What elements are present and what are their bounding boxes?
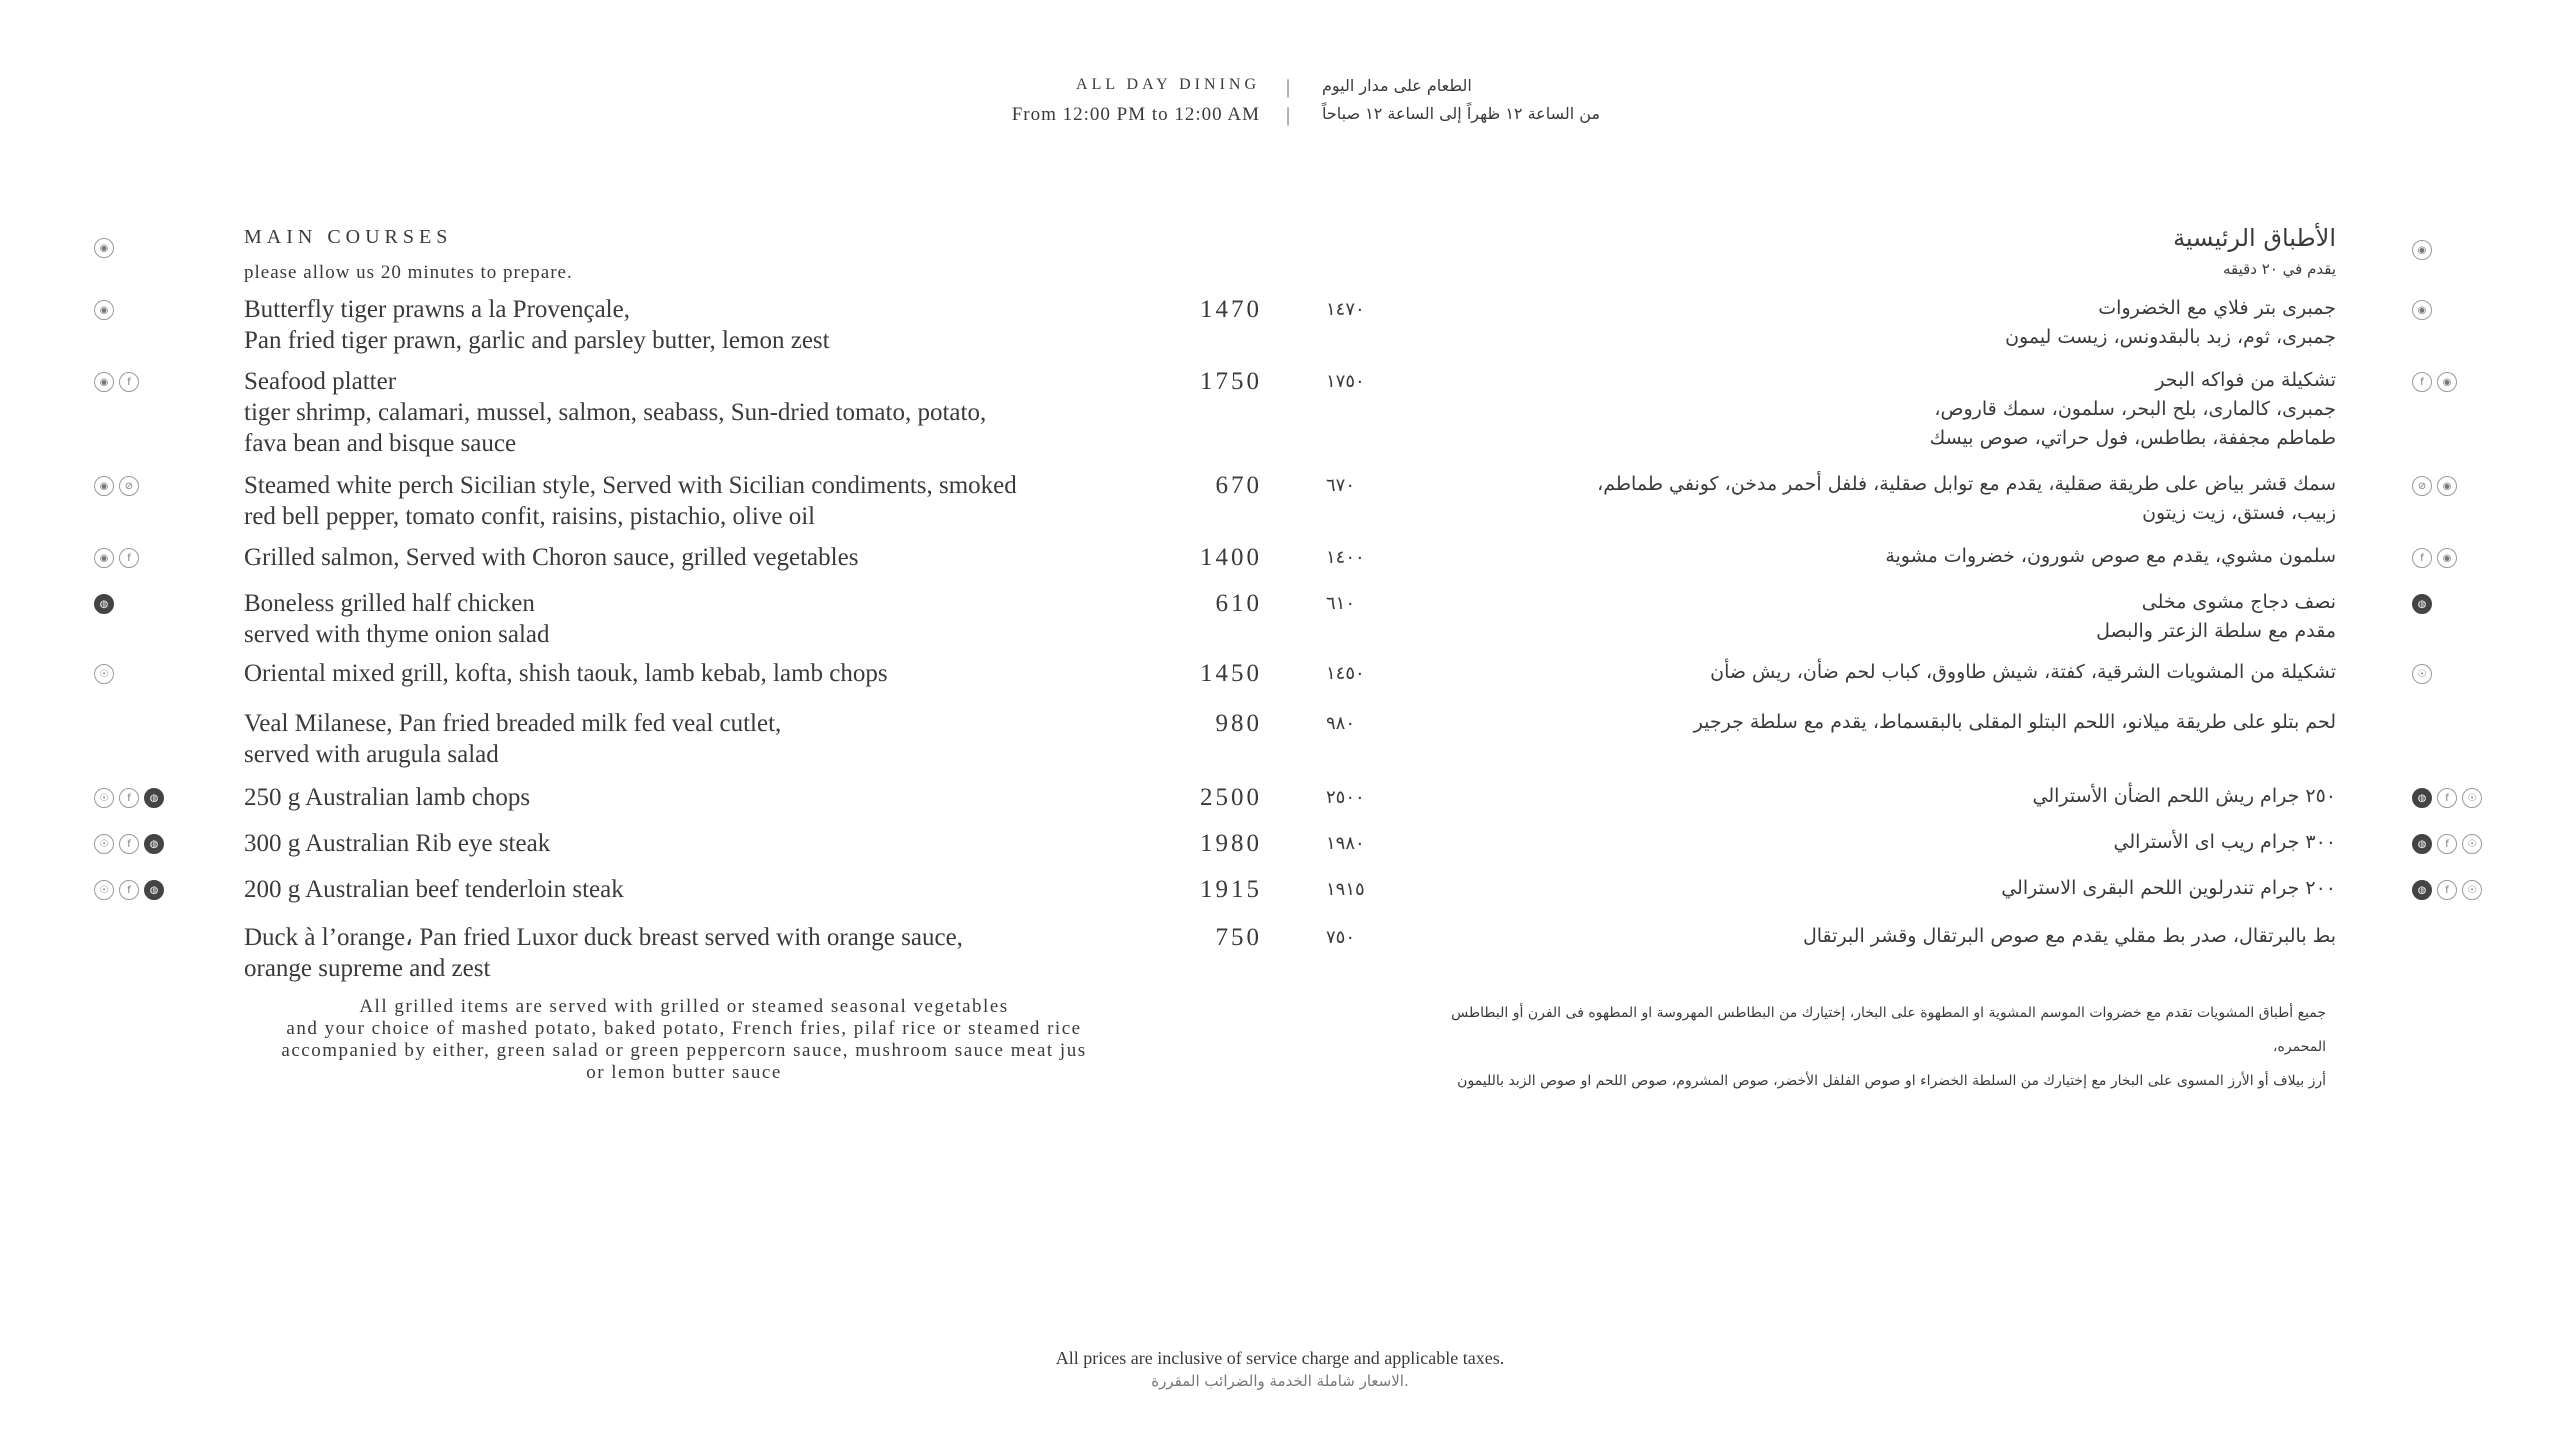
globe-icon: ◍	[144, 834, 164, 854]
item-price: 1400	[1200, 544, 1262, 571]
item-line-ar: ٢٥٠ جرام ريش اللحم الضأن الأسترالي	[2032, 785, 2336, 807]
menu-header	[0, 76, 2560, 132]
item-price: 2500	[1200, 784, 1262, 811]
dietary-icons-right	[2412, 476, 2457, 496]
meat-icon: ☉	[2462, 834, 2482, 854]
seafood-icon: ◉	[94, 476, 114, 496]
sides-note-en-line: and your choice of mashed potato, baked potato, French fries, pilaf rice or steamed rice	[286, 1018, 1082, 1039]
item-description-en	[244, 366, 1164, 459]
header-separator-2: |	[1286, 104, 1291, 126]
header-title-ar: الطعام على مدار اليوم	[1322, 76, 1472, 95]
nuts-icon: ⊘	[2412, 476, 2432, 496]
dietary-icons-left	[94, 300, 114, 320]
dietary-icons-right	[2412, 664, 2432, 684]
dietary-icons-right	[2412, 880, 2482, 900]
item-price: 980	[1215, 710, 1262, 737]
item-line-en: red bell pepper, tomato confit, raisins, pistachio, olive oil	[244, 503, 816, 530]
item-price: 1750	[1200, 368, 1262, 395]
meat-icon: ☉	[2462, 788, 2482, 808]
item-description-ar	[2001, 874, 2336, 903]
item-price-ar: ٧٥٠	[1326, 927, 1356, 948]
dietary-icons-right	[2412, 788, 2482, 808]
seafood-icon: ◉	[2437, 476, 2457, 496]
item-description-en	[244, 828, 1164, 859]
item-price-ar: ٦١٠	[1326, 593, 1356, 614]
item-description-ar	[1694, 708, 2336, 737]
sides-note-en-line: or lemon butter sauce	[586, 1062, 782, 1083]
item-line-en: 300 g Australian Rib eye steak	[244, 830, 551, 857]
sides-note-ar-line: جميع أطباق المشويات تقدم مع خضروات الموسم المشوية او المطهوة على البخار، إختيارك من البطاطس المهروسة او المطهوه فى الفرن أو البطاطس المحمره،	[1451, 1005, 2326, 1055]
item-price-ar: ١٤٥٠	[1326, 663, 1365, 684]
item-price-ar: ٦٧٠	[1326, 475, 1356, 496]
item-price-ar: ٩٨٠	[1326, 713, 1356, 734]
item-description-en	[244, 922, 1164, 984]
dietary-icons-right	[2412, 548, 2457, 568]
item-line-en: Grilled salmon, Served with Choron sauce, grilled vegetables	[244, 544, 859, 571]
dietary-icons-left	[94, 664, 114, 684]
item-description-ar	[1710, 658, 2336, 687]
section-icon-right	[2412, 240, 2432, 260]
item-line-ar: تشكيلة من المشويات الشرقية، كفتة، شيش طاووق، كباب لحم ضأن، ريش ضأن	[1710, 661, 2336, 683]
item-description-ar	[1930, 366, 2336, 453]
item-description-en	[244, 542, 1164, 573]
seafood-icon: ◉	[2412, 240, 2432, 260]
item-description-ar	[2114, 828, 2336, 857]
footer-note-en: All prices are inclusive of service charge and applicable taxes.	[1055, 1348, 1505, 1368]
item-line-ar: جمبرى، كالمارى، بلح البحر، سلمون، سمك قاروص،	[1934, 398, 2336, 420]
item-line-en: tiger shrimp, calamari, mussel, salmon, seabass, Sun-dried tomato, potato,	[244, 399, 987, 426]
globe-icon: ◍	[2412, 834, 2432, 854]
globe-icon: ◍	[2412, 594, 2432, 614]
fish-icon: f	[119, 834, 139, 854]
item-price: 1915	[1200, 876, 1262, 903]
item-line-en: served with thyme onion salad	[244, 621, 550, 648]
item-line-ar: سلمون مشوي، يقدم مع صوص شورون، خضروات مشوية	[1885, 545, 2336, 567]
meat-icon: ☉	[94, 880, 114, 900]
item-description-en	[244, 658, 1164, 689]
globe-icon: ◍	[144, 880, 164, 900]
item-description-ar	[1885, 542, 2336, 571]
item-price: 1470	[1200, 296, 1262, 323]
meat-icon: ☉	[2462, 880, 2482, 900]
item-price-ar: ٢٥٠٠	[1326, 787, 1365, 808]
dietary-icons-right	[2412, 834, 2482, 854]
fish-icon: f	[2437, 880, 2457, 900]
item-line-en: Pan fried tiger prawn, garlic and parsley butter, lemon zest	[244, 327, 830, 354]
dietary-icons-left	[94, 788, 164, 808]
header-separator: |	[1286, 76, 1291, 98]
globe-icon: ◍	[94, 594, 114, 614]
item-price: 1980	[1200, 830, 1262, 857]
globe-icon: ◍	[144, 788, 164, 808]
seafood-icon: ◉	[94, 300, 114, 320]
item-description-en	[244, 782, 1164, 813]
item-line-ar: زبيب، فستق، زيت زيتون	[2142, 502, 2336, 524]
sides-note-en	[244, 996, 1124, 1084]
item-line-en: Veal Milanese, Pan fried breaded milk fed veal cutlet,	[244, 710, 782, 737]
footer-note-ar: الاسعار شاملة الخدمة والضرائب المقررة.	[1151, 1372, 1409, 1390]
item-description-en	[244, 470, 1164, 532]
item-description-en	[244, 294, 1164, 356]
item-description-ar	[1597, 470, 2336, 528]
seafood-icon: ◉	[94, 548, 114, 568]
seafood-icon: ◉	[2437, 372, 2457, 392]
dietary-icons-left	[94, 834, 164, 854]
fish-icon: f	[119, 880, 139, 900]
meat-icon: ☉	[94, 664, 114, 684]
item-price-ar: ١٧٥٠	[1326, 371, 1365, 392]
item-line-en: orange supreme and zest	[244, 955, 491, 982]
header-hours-en: From 12:00 PM to 12:00 AM	[1011, 104, 1260, 125]
seafood-icon: ◉	[2437, 548, 2457, 568]
item-line-en: Steamed white perch Sicilian style, Served with Sicilian condiments, smoked	[244, 472, 1017, 499]
item-line-ar: طماطم مجففة، بطاطس، فول حراتي، صوص بيسك	[1929, 427, 2336, 449]
item-price-ar: ١٤٧٠	[1326, 299, 1365, 320]
item-line-en: served with arugula salad	[244, 741, 499, 768]
dietary-icons-right	[2412, 594, 2432, 614]
item-line-en: Oriental mixed grill, kofta, shish taouk, lamb kebab, lamb chops	[244, 660, 888, 687]
fish-icon: f	[2412, 548, 2432, 568]
item-line-en: fava bean and bisque sauce	[244, 430, 517, 457]
section-title-en: MAIN COURSES	[244, 226, 453, 248]
fish-icon: f	[2412, 372, 2432, 392]
nuts-icon: ⊘	[119, 476, 139, 496]
item-description-ar	[1803, 922, 2336, 951]
item-price-ar: ١٤٠٠	[1326, 547, 1365, 568]
item-description-en	[244, 588, 1164, 650]
item-description-ar	[2005, 294, 2336, 352]
item-line-ar: تشكيلة من فواكه البحر	[2155, 369, 2336, 391]
item-description-en	[244, 708, 1164, 770]
sides-note-ar	[1426, 996, 2326, 1098]
item-line-ar: ٣٠٠ جرام ريب اى الأسترالي	[2113, 831, 2336, 853]
dietary-icons-right	[2412, 300, 2432, 320]
item-line-ar: جمبرى، ثوم، زبد بالبقدونس، زيست ليمون	[2005, 326, 2336, 348]
fish-icon: f	[2437, 788, 2457, 808]
meat-icon: ☉	[2412, 664, 2432, 684]
item-price: 750	[1215, 924, 1262, 951]
seafood-icon: ◉	[94, 238, 114, 258]
item-description-ar	[2033, 782, 2337, 811]
section-subtitle-ar: يقدم في ٢٠ دقيقه	[2222, 260, 2336, 278]
fish-icon: f	[119, 372, 139, 392]
item-line-ar: سمك قشر بياض على طريقة صقلية، يقدم مع توابل صقلية، فلفل أحمر مدخن، كونفي طماطم،	[1597, 473, 2336, 495]
dietary-icons-left	[94, 372, 139, 392]
item-line-ar: مقدم مع سلطة الزعتر والبصل	[2096, 620, 2336, 642]
item-description-en	[244, 874, 1164, 905]
fish-icon: f	[2437, 834, 2457, 854]
item-line-en: Seafood platter	[244, 368, 397, 395]
section-icon-left	[94, 238, 114, 258]
dietary-icons-right	[2412, 372, 2457, 392]
globe-icon: ◍	[2412, 788, 2432, 808]
item-price: 670	[1215, 472, 1262, 499]
item-line-en: 250 g Australian lamb chops	[244, 784, 531, 811]
item-price-ar: ١٩٨٠	[1326, 833, 1365, 854]
header-hours-ar: من الساعة ١٢ ظهراً إلى الساعة ١٢ صباحاً	[1322, 104, 1601, 123]
item-line-en: 200 g Australian beef tenderloin steak	[244, 876, 624, 903]
dietary-icons-left	[94, 476, 139, 496]
item-line-en: Duck à l’orange، Pan fried Luxor duck breast served with orange sauce,	[244, 924, 963, 951]
section-subtitle-en: please allow us 20 minutes to prepare.	[244, 262, 573, 283]
dietary-icons-left	[94, 594, 114, 614]
fish-icon: f	[119, 548, 139, 568]
item-price-ar: ١٩١٥	[1326, 879, 1365, 900]
item-line-en: Butterfly tiger prawns a la Provençale,	[244, 296, 630, 323]
seafood-icon: ◉	[94, 372, 114, 392]
item-description-ar	[2096, 588, 2336, 646]
sides-note-ar-line: أرز بيلاف أو الأرز المسوى على البخار مع إختيارك من السلطة الخضراء او صوص الفلفل الأخضر، صوص المشروم، صوص اللحم او صوص الزبد بالليمون	[1457, 1073, 2326, 1089]
sides-note-en-line: All grilled items are served with grilled or steamed seasonal vegetables	[359, 996, 1009, 1017]
item-price: 1450	[1200, 660, 1262, 687]
seafood-icon: ◉	[2412, 300, 2432, 320]
fish-icon: f	[119, 788, 139, 808]
sides-note-en-line: accompanied by either, green salad or green peppercorn sauce, mushroom sauce meat jus	[281, 1040, 1087, 1061]
header-title-en: ALL DAY DINING	[1076, 76, 1260, 93]
item-line-ar: ٢٠٠ جرام تندرلوين اللحم البقرى الاسترالي	[2001, 877, 2336, 899]
item-line-en: Boneless grilled half chicken	[244, 590, 535, 617]
item-line-ar: لحم بتلو على طريقة ميلانو، اللحم البتلو المقلى بالبقسماط، يقدم مع سلطة جرجير	[1693, 711, 2336, 733]
item-line-ar: بط بالبرتقال، صدر بط مقلي يقدم مع صوص البرتقال وقشر البرتقال	[1802, 925, 2336, 947]
globe-icon: ◍	[2412, 880, 2432, 900]
section-title-ar: الأطباق الرئيسية	[2173, 224, 2336, 252]
item-line-ar: نصف دجاج مشوى مخلى	[2141, 591, 2336, 613]
dietary-icons-left	[94, 548, 139, 568]
dietary-icons-left	[94, 880, 164, 900]
item-price: 610	[1215, 590, 1262, 617]
meat-icon: ☉	[94, 788, 114, 808]
item-line-ar: جمبرى بتر فلاي مع الخضروات	[2098, 297, 2336, 319]
meat-icon: ☉	[94, 834, 114, 854]
